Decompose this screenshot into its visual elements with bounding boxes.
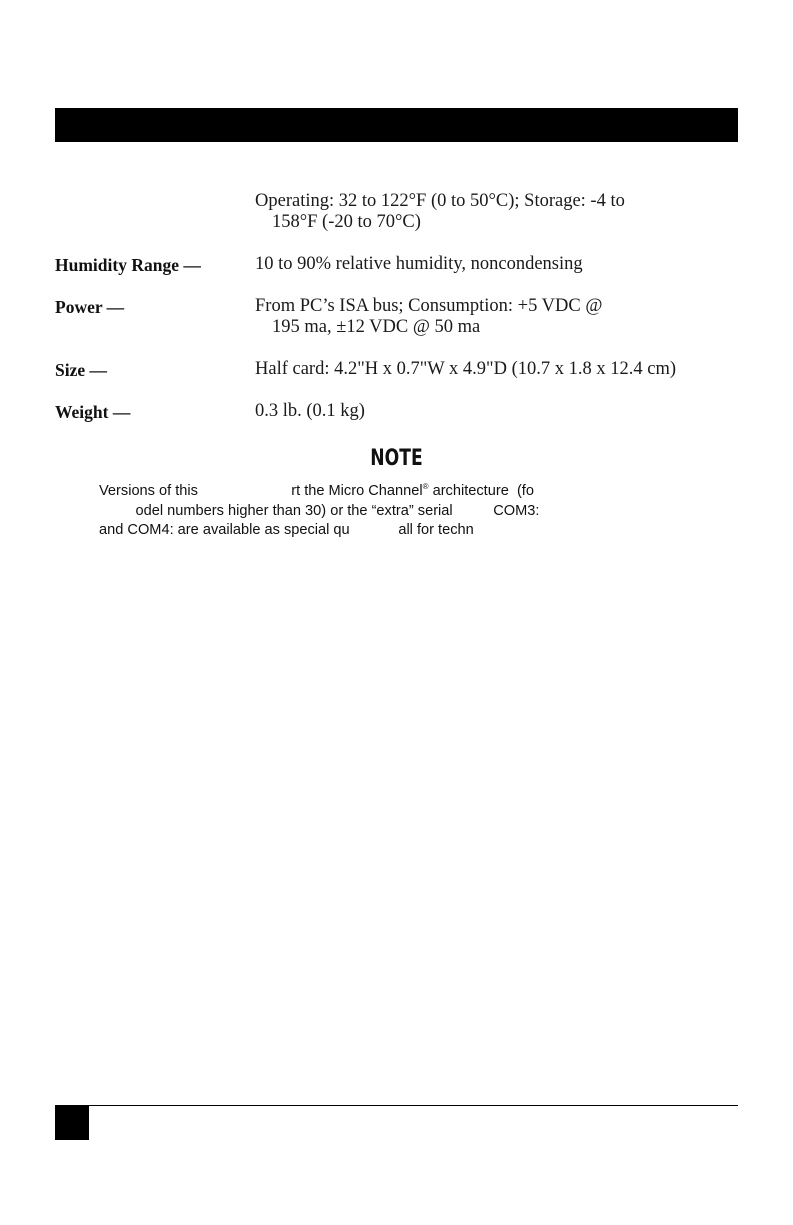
note-body: [99, 477, 739, 541]
power-value: [255, 296, 602, 338]
temperature-value: [255, 191, 625, 233]
size-value: Half card: 4.2"H x 0.7"W x 4.9"D (10.7 x 1.8 x 12.4 cm): [255, 359, 677, 379]
weight-label: Weight —: [55, 402, 131, 422]
header-bar: [55, 108, 738, 142]
note-line-3: and COM4: are available as special qu all for techn: [99, 522, 474, 538]
footer-rule: [55, 1105, 738, 1106]
power-line-2: 195 ma, ±12 VDC @ 50 ma: [272, 317, 481, 337]
note-line-1-tail: architecture (fo: [428, 483, 534, 499]
power-line-1: From PC’s ISA bus; Consumption: +5 VDC @: [255, 296, 603, 316]
size-label: Size —: [55, 360, 108, 380]
note-line-1: [99, 477, 739, 502]
note-title: NOTE: [370, 446, 423, 471]
registered-mark: ®: [422, 482, 429, 491]
weight-value: 0.3 lb. (0.1 kg): [255, 401, 365, 421]
note-line-1-text: Versions of this rt the Micro Channel: [99, 483, 423, 499]
footer-page-tab: [55, 1105, 89, 1140]
humidity-value: 10 to 90% relative humidity, noncondensing: [255, 254, 583, 274]
note-line-2: odel numbers higher than 30) or the “extra” serial COM3:: [99, 502, 540, 519]
temperature-line-1: Operating: 32 to 122°F (0 to 50°C); Storage: -4 to: [255, 191, 625, 211]
humidity-label: Humidity Range —: [55, 255, 201, 275]
power-label: Power —: [55, 297, 125, 317]
temperature-line-2: 158°F (-20 to 70°C): [272, 212, 421, 232]
